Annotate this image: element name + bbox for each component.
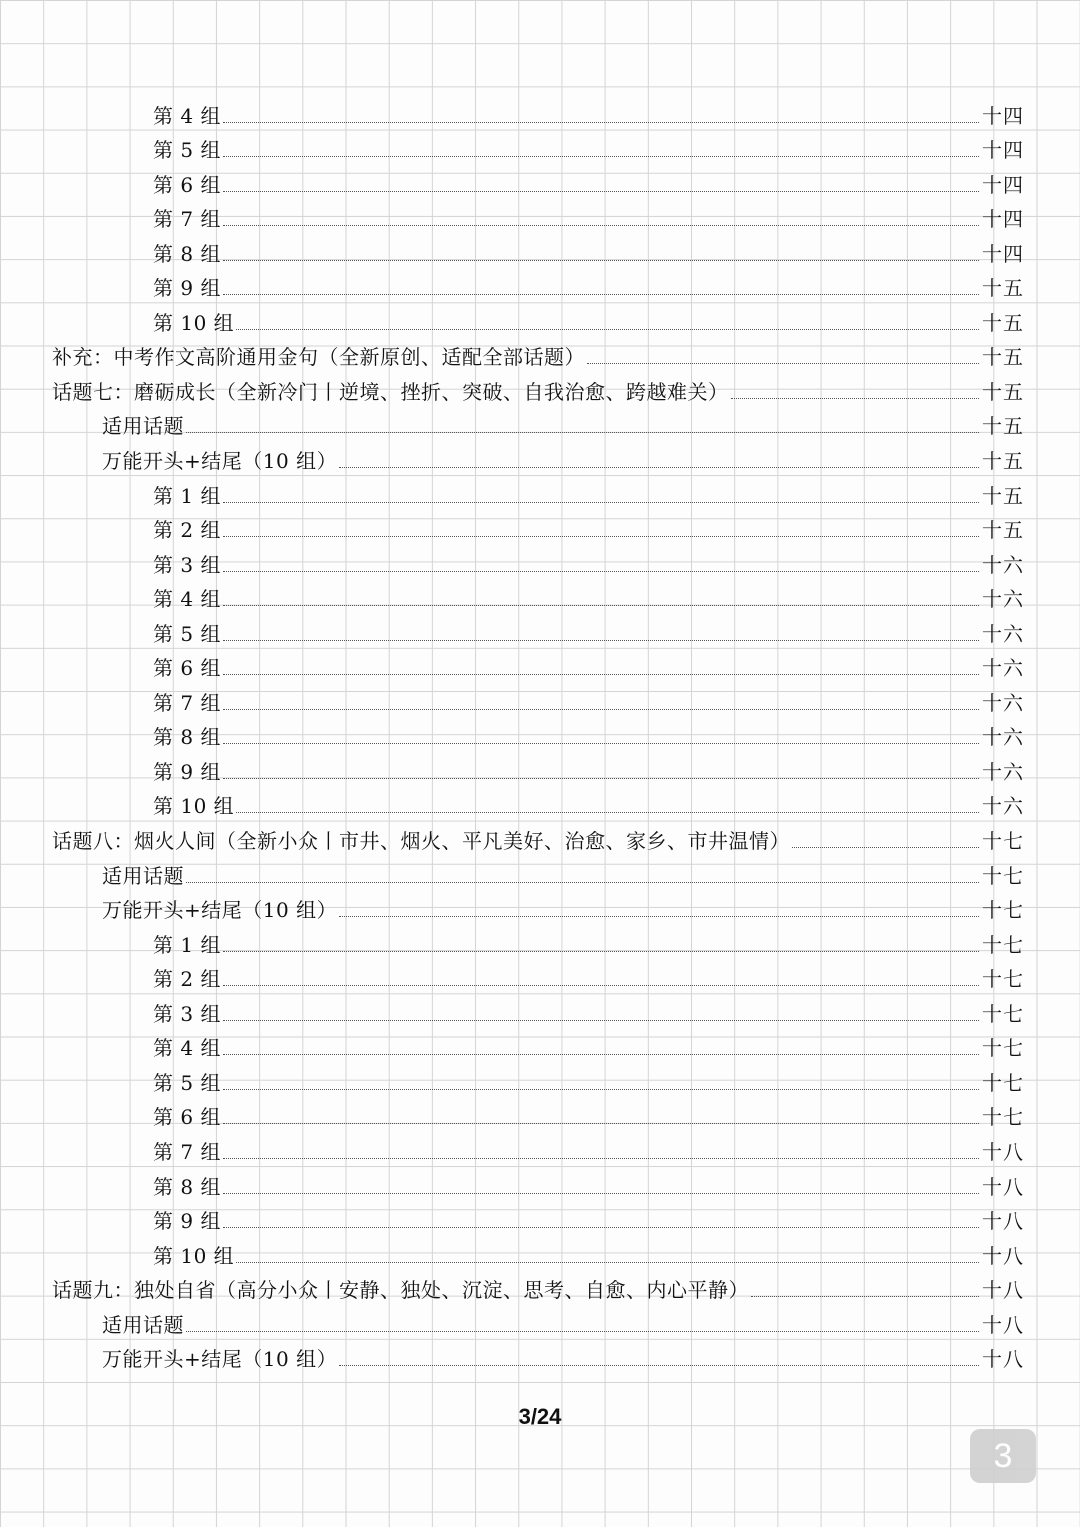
toc-dot-leader (587, 362, 979, 364)
page-indicator: 3/24 (518, 1404, 562, 1429)
toc-entry (0, 615, 1080, 650)
toc-entry-title: 第 4 组 (153, 587, 221, 612)
toc-entry-title: 第 8 组 (153, 725, 221, 750)
toc-entry-page: 十八 (982, 1174, 1024, 1199)
toc-dot-leader (186, 881, 979, 883)
toc-dot-leader (223, 293, 979, 295)
toc-entry (0, 1203, 1080, 1238)
toc-entry-title: 万能开头+结尾（10 组） (102, 898, 338, 923)
toc-dot-leader (223, 708, 979, 710)
toc-dot-leader (223, 1053, 979, 1055)
toc-dot-leader (223, 673, 979, 675)
toc-entry-title: 第 10 组 (153, 1243, 235, 1268)
toc-entry-page: 十四 (982, 241, 1024, 266)
toc-entry-title: 第 9 组 (153, 759, 221, 784)
toc-dot-leader (223, 1088, 979, 1090)
toc-entry-title: 第 5 组 (153, 138, 221, 163)
toc-entry (0, 235, 1080, 270)
toc-entry (0, 857, 1080, 892)
toc-entry (0, 1099, 1080, 1134)
toc-dot-leader (186, 431, 979, 433)
toc-entry-title: 第 1 组 (153, 483, 221, 508)
toc-dot-leader (223, 190, 979, 192)
toc-entry-page: 十五 (982, 449, 1024, 474)
toc-dot-leader (223, 1019, 979, 1021)
toc-entry-title: 适用话题 (102, 1312, 184, 1337)
toc-entry-title: 第 3 组 (153, 552, 221, 577)
toc-entry-title: 第 7 组 (153, 690, 221, 715)
toc-dot-leader (339, 466, 979, 468)
toc-entry-page: 十四 (982, 138, 1024, 163)
toc-entry-page: 十四 (982, 207, 1024, 232)
toc-entry (0, 1306, 1080, 1341)
corner-page-badge: 3 (970, 1429, 1036, 1483)
toc-entry-title: 第 9 组 (153, 276, 221, 301)
toc-entry-title: 适用话题 (102, 863, 184, 888)
toc-entry-title: 第 3 组 (153, 1001, 221, 1026)
toc-entry-page: 十五 (982, 276, 1024, 301)
toc-entry-page: 十七 (982, 1036, 1024, 1061)
toc-entry-title: 万能开头+结尾（10 组） (102, 449, 338, 474)
toc-entry-page: 十七 (982, 898, 1024, 923)
toc-entry-title: 第 8 组 (153, 241, 221, 266)
toc-entry-page: 十七 (982, 829, 1024, 854)
toc-entry (0, 1168, 1080, 1203)
toc-entry-title: 第 10 组 (153, 794, 235, 819)
toc-dot-leader (751, 1295, 979, 1297)
toc-dot-leader (339, 915, 979, 917)
toc-entry (0, 1030, 1080, 1065)
toc-dot-leader (223, 777, 979, 779)
toc-entry-page: 十七 (982, 1070, 1024, 1095)
toc-dot-leader (223, 535, 979, 537)
toc-entry-title: 话题八：烟火人间（全新小众丨市井、烟火、平凡美好、治愈、家乡、市井温情） (52, 829, 790, 854)
toc-entry (0, 753, 1080, 788)
toc-entry-title: 第 5 组 (153, 1070, 221, 1095)
toc-dot-leader (236, 328, 979, 330)
toc-dot-leader (236, 1261, 979, 1263)
toc-entry-title: 第 7 组 (153, 207, 221, 232)
toc-entry-page: 十八 (982, 1312, 1024, 1337)
toc-entry-page: 十六 (982, 725, 1024, 750)
toc-dot-leader (223, 121, 979, 123)
toc-entry (0, 1272, 1080, 1307)
toc-entry (0, 373, 1080, 408)
toc-dot-leader (223, 604, 979, 606)
toc-entry-title: 万能开头+结尾（10 组） (102, 1347, 338, 1372)
toc-entry-page: 十五 (982, 414, 1024, 439)
toc-entry (0, 304, 1080, 339)
toc-entry (0, 926, 1080, 961)
table-of-contents (0, 97, 1080, 1375)
toc-entry-title: 第 6 组 (153, 172, 221, 197)
toc-entry-page: 十五 (982, 379, 1024, 404)
toc-entry-page: 十八 (982, 1278, 1024, 1303)
toc-entry-title: 第 5 组 (153, 621, 221, 646)
toc-dot-leader (223, 1226, 979, 1228)
toc-entry-page: 十六 (982, 759, 1024, 784)
toc-entry-title: 第 1 组 (153, 932, 221, 957)
toc-entry (0, 270, 1080, 305)
toc-entry (0, 650, 1080, 685)
toc-entry (0, 442, 1080, 477)
toc-dot-leader (223, 1157, 979, 1159)
toc-entry-page: 十五 (982, 310, 1024, 335)
toc-entry-page: 十五 (982, 345, 1024, 370)
toc-dot-leader (223, 639, 979, 641)
toc-entry-page: 十六 (982, 794, 1024, 819)
toc-entry-title: 补充：中考作文高阶通用金句（全新原创、适配全部话题） (52, 345, 585, 370)
toc-entry (0, 132, 1080, 167)
toc-dot-leader (223, 501, 979, 503)
toc-dot-leader (223, 950, 979, 952)
toc-entry (0, 1237, 1080, 1272)
toc-entry (0, 788, 1080, 823)
toc-entry-page: 十六 (982, 552, 1024, 577)
toc-entry-page: 十四 (982, 103, 1024, 128)
toc-entry (0, 719, 1080, 754)
toc-entry-title: 第 2 组 (153, 518, 221, 543)
toc-entry (0, 961, 1080, 996)
toc-dot-leader (223, 224, 979, 226)
toc-entry-title: 第 2 组 (153, 967, 221, 992)
toc-entry-page: 十四 (982, 172, 1024, 197)
toc-entry-page: 十七 (982, 932, 1024, 957)
toc-entry (0, 822, 1080, 857)
toc-entry (0, 684, 1080, 719)
toc-entry-title: 第 10 组 (153, 310, 235, 335)
toc-entry (0, 892, 1080, 927)
toc-entry (0, 1064, 1080, 1099)
toc-dot-leader (236, 811, 979, 813)
toc-entry (0, 201, 1080, 236)
toc-entry (0, 546, 1080, 581)
toc-entry-page: 十七 (982, 967, 1024, 992)
toc-dot-leader (223, 984, 979, 986)
toc-entry-title: 第 7 组 (153, 1139, 221, 1164)
toc-dot-leader (223, 1122, 979, 1124)
toc-dot-leader (339, 1364, 979, 1366)
toc-entry-page: 十七 (982, 863, 1024, 888)
toc-entry (0, 1341, 1080, 1376)
toc-entry-title: 话题九：独处自省（高分小众丨安静、独处、沉淀、思考、自愈、内心平静） (52, 1278, 749, 1303)
toc-entry-page: 十五 (982, 518, 1024, 543)
toc-entry-page: 十八 (982, 1243, 1024, 1268)
toc-dot-leader (223, 742, 979, 744)
toc-entry (0, 477, 1080, 512)
toc-dot-leader (223, 155, 979, 157)
toc-entry-page: 十七 (982, 1001, 1024, 1026)
toc-entry (0, 166, 1080, 201)
toc-entry (0, 581, 1080, 616)
toc-entry (0, 1133, 1080, 1168)
toc-entry-page: 十六 (982, 690, 1024, 715)
toc-entry-title: 第 9 组 (153, 1209, 221, 1234)
toc-entry (0, 97, 1080, 132)
toc-entry-page: 十八 (982, 1209, 1024, 1234)
toc-entry-title: 第 4 组 (153, 103, 221, 128)
toc-entry-page: 十六 (982, 621, 1024, 646)
toc-dot-leader (223, 570, 979, 572)
toc-dot-leader (223, 259, 979, 261)
toc-entry (0, 408, 1080, 443)
toc-entry-title: 第 8 组 (153, 1174, 221, 1199)
toc-dot-leader (223, 1192, 979, 1194)
toc-entry-title: 适用话题 (102, 414, 184, 439)
toc-entry-title: 话题七：磨砺成长（全新冷门丨逆境、挫折、突破、自我治愈、跨越难关） (52, 379, 729, 404)
toc-entry-page: 十八 (982, 1347, 1024, 1372)
toc-entry-page: 十五 (982, 483, 1024, 508)
toc-entry (0, 995, 1080, 1030)
toc-entry-page: 十七 (982, 1105, 1024, 1130)
toc-entry-title: 第 6 组 (153, 1105, 221, 1130)
toc-entry (0, 339, 1080, 374)
toc-dot-leader (731, 397, 980, 399)
toc-entry (0, 512, 1080, 547)
toc-entry-title: 第 6 组 (153, 656, 221, 681)
toc-dot-leader (792, 846, 979, 848)
toc-entry-page: 十六 (982, 587, 1024, 612)
toc-entry-page: 十八 (982, 1139, 1024, 1164)
toc-dot-leader (186, 1330, 979, 1332)
toc-entry-title: 第 4 组 (153, 1036, 221, 1061)
toc-entry-page: 十六 (982, 656, 1024, 681)
